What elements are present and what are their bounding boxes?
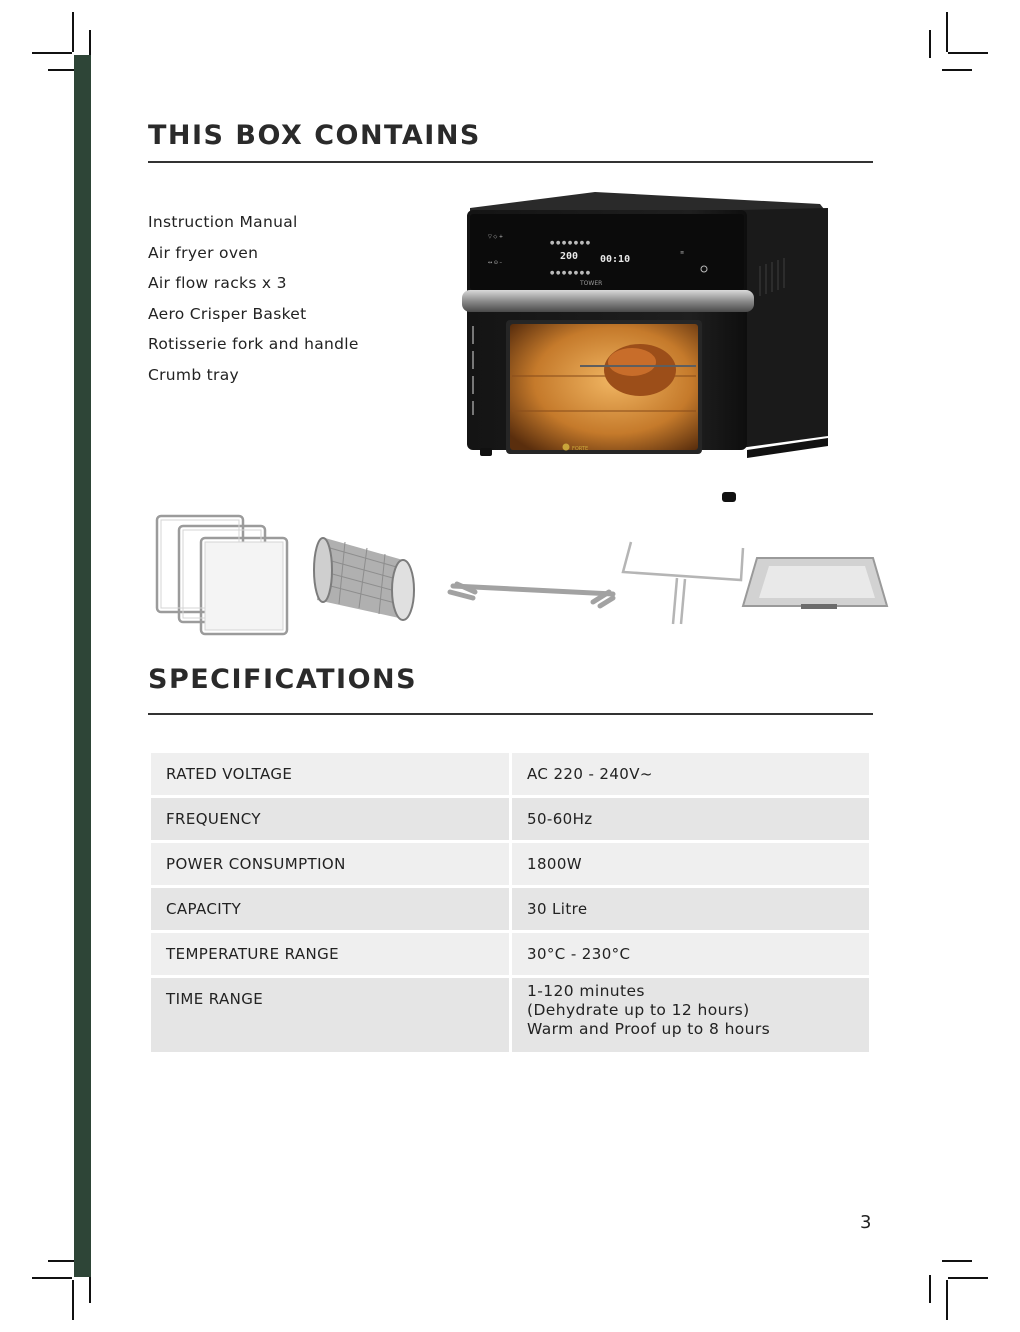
svg-text:↔ ⊙ –: ↔ ⊙ – — [488, 260, 503, 266]
specifications-table — [148, 750, 872, 1055]
table-row — [151, 798, 869, 840]
sidebar-bar — [74, 55, 91, 1277]
oven-time-display: 00:10 — [600, 254, 631, 265]
svg-text:● ● ● ● ● ● ●: ● ● ● ● ● ● ● — [550, 270, 591, 276]
crisper-basket-image — [314, 538, 414, 620]
specifications-divider — [148, 713, 873, 715]
spec-value: 30 Litre — [512, 888, 869, 930]
accessories-image — [145, 500, 895, 645]
spec-label: RATED VOLTAGE — [151, 753, 509, 795]
spec-value: 30°C - 230°C — [512, 933, 869, 975]
table-row — [151, 978, 869, 1052]
list-item: Instruction Manual — [148, 213, 298, 231]
spec-label: FREQUENCY — [151, 798, 509, 840]
page-number: 3 — [860, 1212, 872, 1233]
specifications-title: SPECIFICATIONS — [148, 664, 418, 695]
spec-value: 50-60Hz — [512, 798, 869, 840]
rotisserie-handle-image — [623, 542, 743, 624]
table-row — [151, 843, 869, 885]
table-row — [151, 933, 869, 975]
spec-value-line: Warm and Proof up to 8 hours — [527, 1020, 771, 1038]
list-item: Crumb tray — [148, 365, 240, 384]
table-row — [151, 888, 869, 930]
list-item: Air flow racks x 3 — [148, 274, 287, 293]
oven-temperature-display: 200 — [560, 251, 579, 262]
spec-label: TIME RANGE — [151, 978, 509, 1052]
spec-value: 1800W — [512, 843, 869, 885]
oven-brand-label: TOWER — [580, 280, 603, 287]
spec-value — [512, 978, 869, 1052]
box-contents-list — [148, 207, 359, 391]
spec-value: AC 220 - 240V~ — [512, 753, 869, 795]
crumb-tray-image — [743, 558, 887, 609]
list-item: Rotisserie fork and handle — [148, 335, 359, 354]
spec-value-line: (Dehydrate up to 12 hours) — [527, 1001, 750, 1019]
spec-label: POWER CONSUMPTION — [151, 843, 509, 885]
air-fryer-oven-image — [460, 186, 840, 508]
box-contains-title: THIS BOX CONTAINS — [148, 120, 481, 151]
table-row — [151, 753, 869, 795]
svg-text:▽ ◇ +: ▽ ◇ + — [488, 234, 504, 240]
list-item: Air fryer oven — [148, 243, 259, 262]
svg-text:● ● ● ● ● ● ●: ● ● ● ● ● ● ● — [550, 240, 591, 246]
svg-text:FORTE: FORTE — [572, 446, 589, 452]
list-item: Aero Crisper Basket — [148, 304, 307, 323]
rotisserie-fork-image — [450, 584, 613, 606]
spec-label: CAPACITY — [151, 888, 509, 930]
spec-label: TEMPERATURE RANGE — [151, 933, 509, 975]
spec-value-line: 1-120 minutes — [527, 982, 645, 1000]
box-contains-divider — [148, 161, 873, 163]
svg-text:≡: ≡ — [680, 250, 685, 256]
